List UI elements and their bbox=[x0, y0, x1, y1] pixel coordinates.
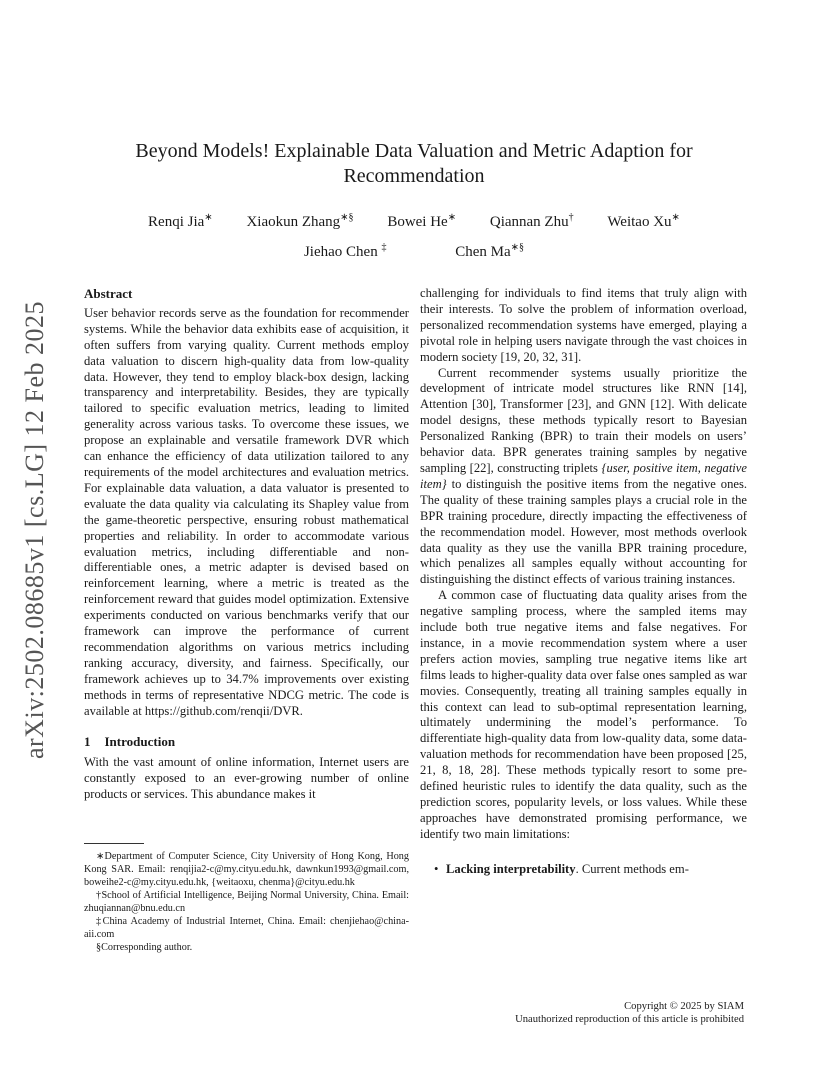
intro-paragraph-3: A common case of fluctuating data quality arises from the negative sampling process, where the sampled items may include both true negative items and false negatives. For instance, in a movie recommendation system where a user prefers action movies, sampling true negative items like art films leads to higher-quality data over false ones sampled as war movies. Consequently, treating all training samples equally in this context can lead to sub-optimal representation learning, ultimately undermining the model’s performance. To differentiate high-quality data from low-quality data, some data-valuation methods for recommendation have been proposed [25, 21, 8, 18, 28]. These methods typically resort to some pre-defined heuristic rules to identify the data quality, such as the prediction scores, popularity levels, or loss values. While these approaches have demonstrated promising performance, we identify two main limitations: bbox=[420, 588, 747, 841]
right-column bbox=[420, 286, 747, 878]
left-column bbox=[84, 286, 409, 954]
paper-title: Beyond Models! Explainable Data Valuation and Metric Adaption for Recommendation bbox=[135, 140, 693, 187]
author: Qiannan Zhu† bbox=[489, 212, 574, 230]
bullet-icon: • bbox=[434, 861, 439, 876]
bullet-heading: Lacking interpretability bbox=[446, 861, 576, 876]
footnote-corresponding: §Corresponding author. bbox=[96, 942, 193, 954]
bullet-text: . Current methods em- bbox=[575, 861, 689, 876]
author: Xiaokun Zhang∗§ bbox=[246, 212, 354, 230]
footnote-affiliation-1: ∗Department of Computer Science, City University of Hong Kong, Hong Kong SAR. Email: renqijia2-c@my.cityu.edu.hk, dawnkun1993@gmail.com, boweihe2-c@my.cityu.edu.hk, {weitaoxu, chenma}@cityu.edu.hk bbox=[84, 851, 409, 889]
author-list bbox=[84, 205, 744, 265]
footnotes bbox=[84, 850, 409, 954]
limitation-bullet bbox=[420, 862, 747, 878]
author: Jiehao Chen ‡ bbox=[303, 242, 387, 260]
reproduction-notice: Unauthorized reproduction of this article is prohibited bbox=[515, 1013, 744, 1025]
intro-paragraph-1: With the vast amount of online information, Internet users are constantly exposed to an ever-growing number of online products or services. This abundance makes it bbox=[84, 755, 409, 802]
author-row-2 bbox=[84, 235, 744, 265]
footnote-rule bbox=[84, 843, 144, 844]
triplet-notation: {user, positive item, negative item} bbox=[420, 460, 747, 491]
arxiv-identifier bbox=[22, 300, 48, 760]
abstract-text: User behavior records serve as the foundation for recommender systems. While the behavior data exhibits ease of acquisition, it often suffers from varying quality. Current methods employ data valuation to discern high-quality data from low-quality data. However, they tend to employ black-box design, lacking transparency and interpretability. Besides, they are typically tailored to specific evaluation metrics, leading to limited generality across various tasks. To overcome these issues, we propose an explainable and versatile framework DVR which can enhance the efficiency of data utilization tailored to any requirements of the model architectures and evaluation metrics. For explainable data valuation, a data valuator is presented to evaluate the data quality via calculating its Shapley value from the game-theoretic perspective, ensuring robust mathematical properties and reliability. In order to accommodate various evaluation metrics, including differentiable and non-differentiable ones, a metric adapter is devised based on reinforcement learning, where a metric is treated as the reinforcement reward that guides model optimization. Extensive experiments conducted on various benchmarks verify that our framework can improve the performance of current recommendation algorithms on various metrics including ranking accuracy, diversity, and fairness. Specifically, our framework achieves up to 34.7% improvements over existing methods in terms of representative NDCG metric. The code is available at https://github.com/renqii/DVR. bbox=[84, 305, 409, 718]
author: Weitao Xu∗ bbox=[607, 212, 680, 230]
intro-paragraph-2: Current recommender systems usually prioritize the development of intricate model structures like RNN [14], Attention [30], Transformer [23], and GNN [12]. With delicate model designs, these methods typically resort to Bayesian Personalized Ranking (BPR) to train their models on users’ behavior data. BPR generates training samples by negative sampling [22], constructing triplets {user, positive item, negative item} to distinguish the positive items from the negative ones. The quality of these training samples plays a crucial role in the BPR training procedure, directly impacting the effectiveness of the recommendation model. However, most methods overlook data quality as they use the vanilla BPR training procedure, which penalizes all samples equally without accounting for distinguishing the distinct effects of various training instances. bbox=[420, 365, 747, 587]
author: Bowei He∗ bbox=[387, 212, 457, 230]
section-title: Introduction bbox=[104, 734, 176, 750]
section-number: 1 bbox=[84, 734, 91, 750]
author: Chen Ma∗§ bbox=[455, 242, 525, 260]
author-row-1 bbox=[84, 205, 744, 235]
footnote-affiliation-3: ‡China Academy of Industrial Internet, China. Email: chenjiehao@china-aii.com bbox=[84, 916, 409, 941]
section-heading-introduction bbox=[84, 734, 409, 750]
abstract-heading: Abstract bbox=[84, 286, 133, 301]
copyright-notice bbox=[515, 1001, 744, 1026]
copyright-line: Copyright © 2025 by SIAM bbox=[624, 1001, 744, 1012]
footnote-affiliation-2: †School of Artificial Intelligence, Beijing Normal University, China. Email: zhuqiannan@bnu.edu.cn bbox=[84, 890, 409, 915]
author: Renqi Jia∗ bbox=[148, 212, 213, 230]
intro-paragraph-1-cont: challenging for individuals to find items that truly align with their interests. To solve the problem of information overload, personalized recommendation systems have emerged, playing a pivotal role in helping users navigate through the vast choices in modern society [19, 20, 32, 31]. bbox=[420, 286, 747, 364]
arxiv-identifier-text: arXiv:2502.08685v1 [cs.LG] 12 Feb 2025 bbox=[20, 300, 49, 760]
